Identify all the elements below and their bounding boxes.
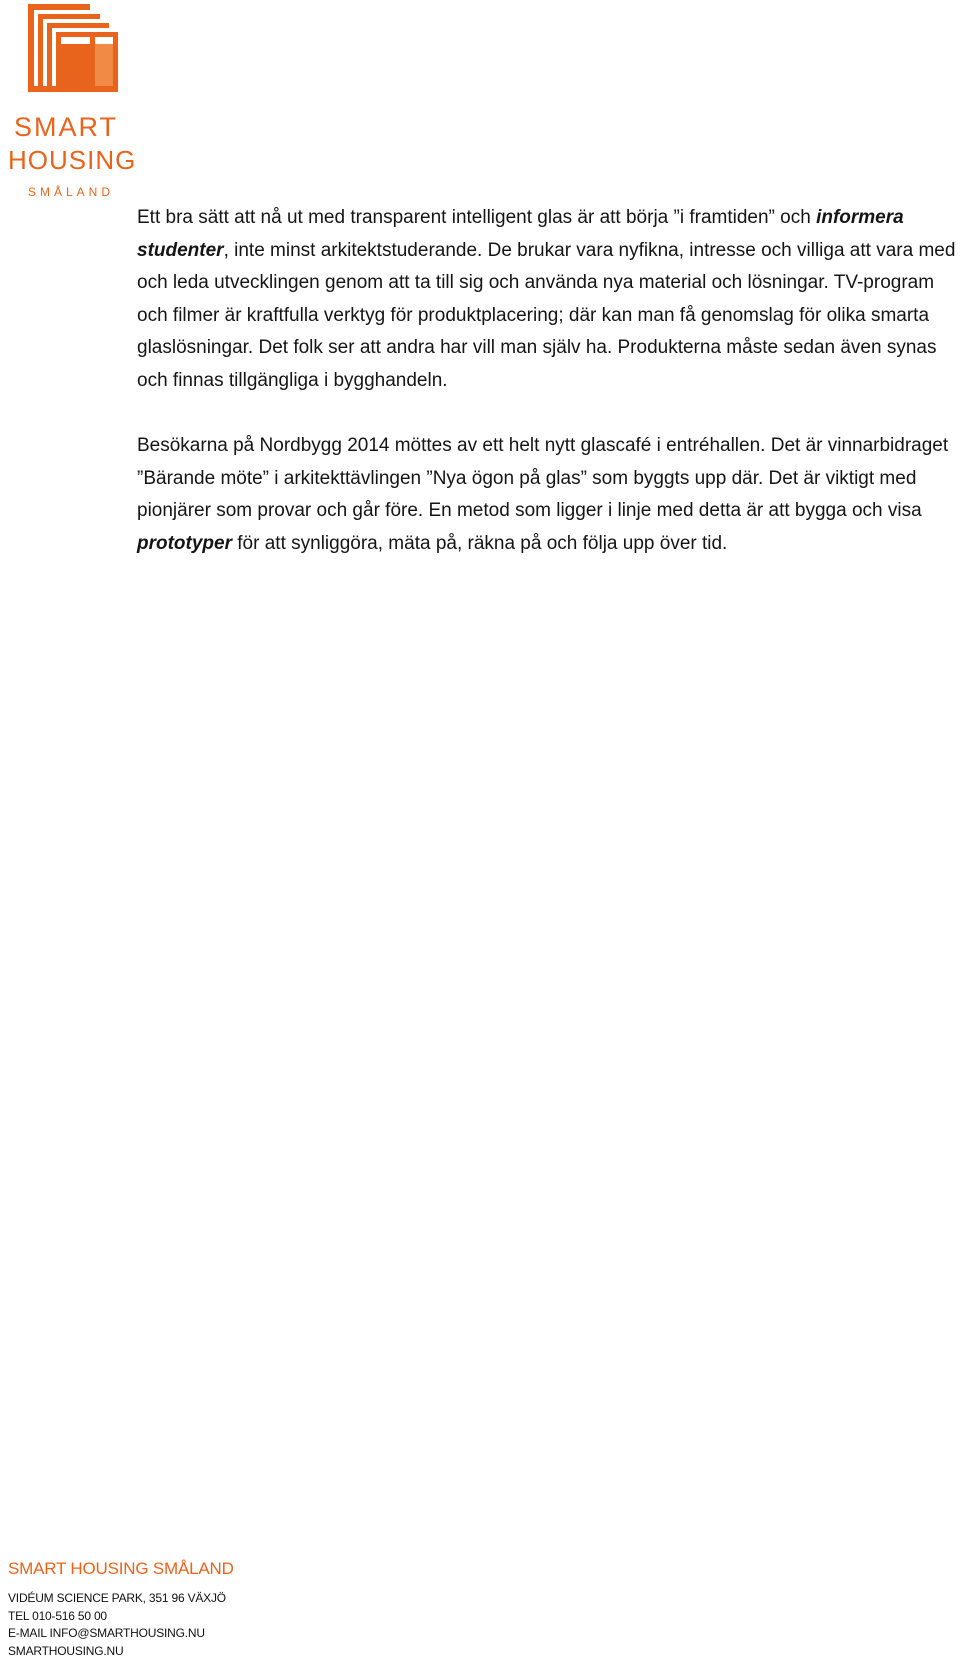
document-body (137, 202, 957, 560)
smart-housing-logo (6, 4, 138, 200)
paragraph-2 (137, 430, 957, 560)
paragraph-1 (137, 202, 957, 397)
house-logo-icon (28, 4, 120, 94)
paragraph-2-emphasis: prototyper (137, 532, 232, 554)
logo-text-housing: HOUSING (8, 145, 137, 175)
paragraph-1-emphasis: informera studenter (137, 207, 904, 261)
footer-title: SMART HOUSING SMÅLAND (8, 1559, 234, 1578)
footer-website[interactable]: SMARTHOUSING.NU (8, 1643, 124, 1658)
footer-address: VIDÉUM SCIENCE PARK, 351 96 VÄXJÖ (8, 1591, 226, 1605)
paragraph-1-text-1: Ett bra sätt att nå ut med transparent intelligent glas är att börja ”i framtiden” och (137, 207, 817, 228)
logo-text-smaland: SMÅLAND (28, 185, 115, 199)
paragraph-1-text-2: , inte minst arkitektstuderande. De brukar vara nyfikna, intresse och villiga att vara med och leda utvecklingen genom att ta till sig och använda nya material och lösningar. TV-program och filmer är kraftfulla verktyg för produktplacering; där kan man få genomslag för olika smarta glaslösningar. Det folk ser att andra har vill man själv ha. Produkterna måste sedan även synas och finnas tillgängliga i bygghandeln. (137, 239, 956, 391)
paragraph-2-text-2: för att synliggöra, mäta på, räkna på och följa upp över tid. (232, 532, 728, 554)
paragraph-2-text-1: Besökarna på Nordbygg 2014 möttes av ett helt nytt glascafé i entréhallen. Det är vinnarbidraget ”Bärande möte” i arkitekttävlingen ”Nya ögon på glas” som byggts upp där. Det är viktigt med pionjärer som provar och går före. En metod som ligger i linje med detta är att bygga och visa (137, 435, 949, 521)
footer (8, 1558, 408, 1660)
logo-text-smart: SMART (14, 112, 119, 142)
footer-phone: TEL 010-516 50 00 (8, 1608, 107, 1623)
footer-email[interactable]: E-MAIL INFO@SMARTHOUSING.NU (8, 1626, 205, 1640)
footer-contact (8, 1590, 408, 1660)
